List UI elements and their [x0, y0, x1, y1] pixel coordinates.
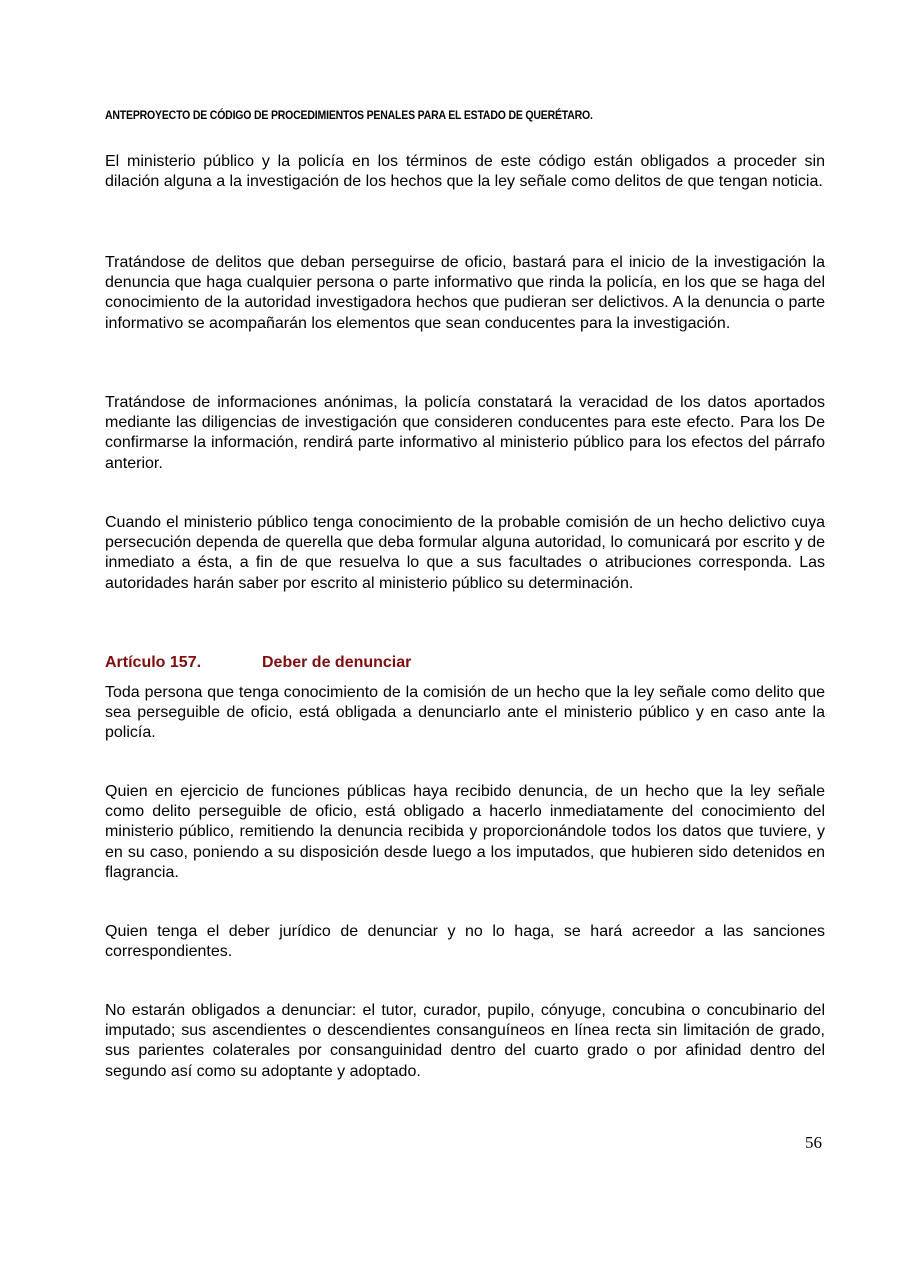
- paragraph-exemptions: No estarán obligados a denunciar: el tutor, curador, pupilo, cónyuge, concubina o concubinario del imputado; sus ascendientes o descendientes consanguíneos en línea recta sin limitación de grado, sus parientes colaterales por consanguinidad dentro del cuarto grado o por afinidad dentro del segundo así como su adoptante y adoptado.: [105, 1002, 825, 1080]
- paragraph-duty-to-report: Toda persona que tenga conocimiento de la comisión de un hecho que la ley señale como delito que sea perseguible de oficio, está obligada a denunciarlo ante el ministerio público y en caso ante la policía.: [105, 684, 825, 742]
- paragraph-investigation-duty: El ministerio público y la policía en los términos de este código están obligados a proceder sin dilación alguna a la investigación de los hechos que la ley señale como delitos de que tengan noticia.: [105, 153, 825, 191]
- document-header: ANTEPROYECTO DE CÓDIGO DE PROCEDIMIENTOS PENALES PARA EL ESTADO DE QUERÉTARO.: [105, 108, 593, 122]
- paragraph-public-officials: Quien en ejercicio de funciones públicas haya recibido denuncia, de un hecho que la ley señale como delito perseguible de oficio, está obligado a hacerlo inmediatamente del conocimiento del ministerio público, remitiendo la denuncia recibida y proporcionándole todos los datos que tuviere, y en su caso, poniendo a su disposición desde luego a los imputados, que hubieren sido detenidos en flagrancia.: [105, 783, 825, 881]
- article-heading: [105, 653, 825, 673]
- paragraph-authority-complaint: Cuando el ministerio público tenga conocimiento de la probable comisión de un hecho delictivo cuya persecución dependa de querella que deba formular alguna autoridad, lo comunicará por escrito y de inmediato a ésta, a fin de que resuelva lo que a sus facultades o atribuciones corresponda. Las autoridades harán saber por escrito al ministerio público su determinación.: [105, 514, 825, 592]
- article-number: Artículo 157.: [105, 654, 202, 671]
- paragraph-ex-officio-crimes: Tratándose de delitos que deban perseguirse de oficio, bastará para el inicio de la investigación la denuncia que haga cualquier persona o parte informativo que rinda la policía, en los que se haga del conocimiento de la autoridad investigadora hechos que pudieran ser delictivos. A la denuncia o parte informativo se acompañarán los elementos que sean conducentes para la investigación.: [105, 254, 825, 332]
- paragraph-sanctions: Quien tenga el deber jurídico de denunciar y no lo haga, se hará acreedor a las sanciones correspondientes.: [105, 923, 825, 961]
- page-number: 56: [805, 1133, 822, 1152]
- article-title: Deber de denunciar: [262, 654, 412, 671]
- paragraph-anonymous-information: Tratándose de informaciones anónimas, la policía constatará la veracidad de los datos aportados mediante las diligencias de investigación que consideren conducentes para este efecto. Para los De confirmarse la información, rendirá parte informativo al ministerio público para los efectos del párrafo anterior.: [105, 394, 825, 472]
